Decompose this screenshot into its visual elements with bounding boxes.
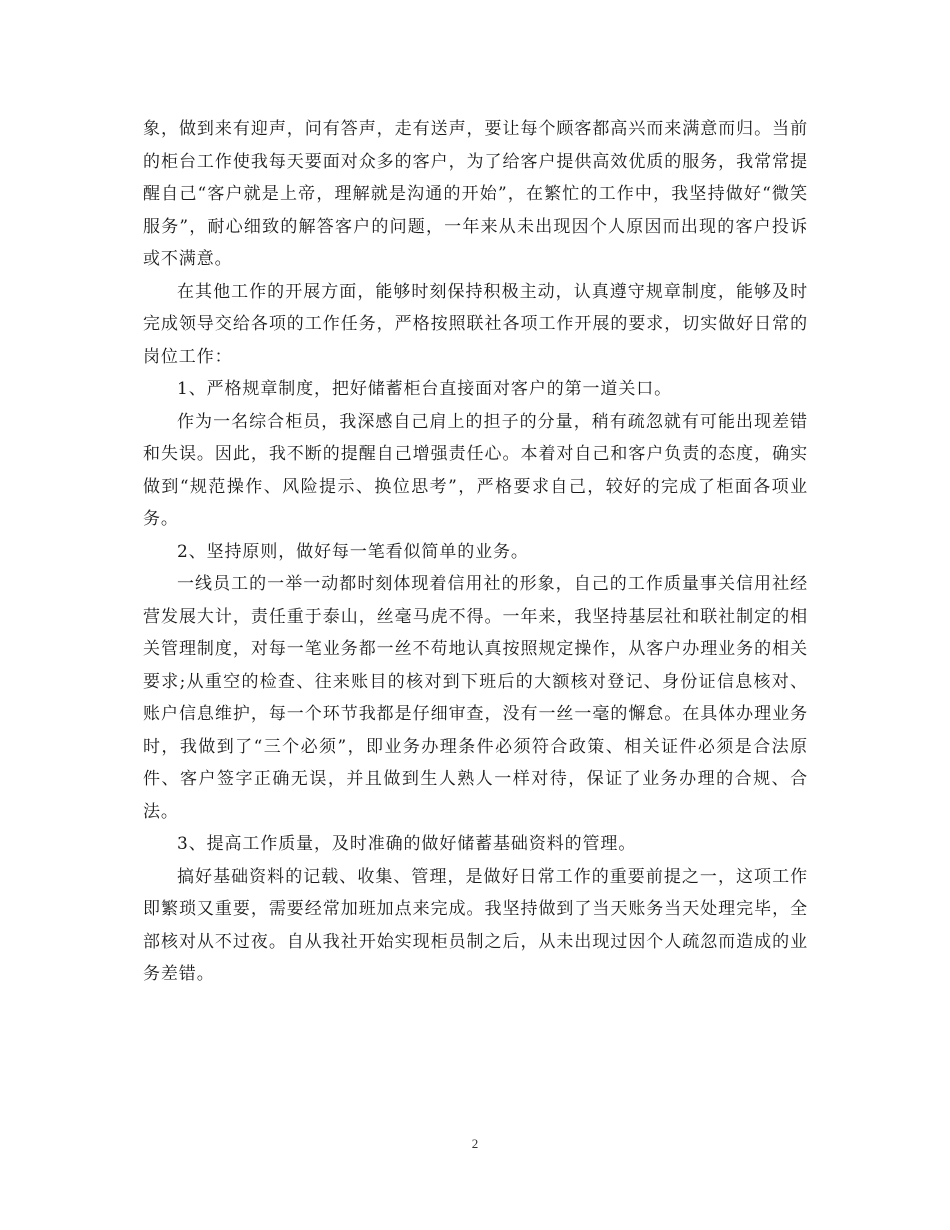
paragraph-5: 搞好基础资料的记载、收集、管理，是做好日常工作的重要前提之一，这项工作即繁琐又重要，需要经常加班加点来完成。我坚持做到了当天账务当天处理完毕，全部核对从不过夜。自从我社开始实现柜员制之后，从未出现过因个人疏忽而造成的业务差错。 <box>143 866 808 984</box>
paragraph-2: 在其他工作的开展方面，能够时刻保持积极主动，认真遵守规章制度，能够及时完成领导交给各项的工作任务，严格按照联社各项工作开展的要求，切实做好日常的岗位工作： <box>143 281 808 367</box>
paragraph-3: 作为一名综合柜员，我深感自己肩上的担子的分量，稍有疏忽就有可能出现差错和失误。因此，我不断的提醒自己增强责任心。本着对自己和客户负责的态度，确实做到“规范操作、风险提示、换位思考”，严格要求自己，较好的完成了柜面各项业务。 <box>143 411 808 529</box>
page-number: 2 <box>471 1136 479 1151</box>
section-heading-3: 3、提高工作质量，及时准确的做好储蓄基础资料的管理。 <box>177 834 637 854</box>
paragraph-1: 象，做到来有迎声，问有答声，走有送声，要让每个顾客都高兴而来满意而归。当前的柜台工作使我每天要面对众多的客户，为了给客户提供高效优质的服务，我常常提醒自己“客户就是上帝，理解就是沟通的开始”，在繁忙的工作中，我坚持做好“微笑服务”，耐心细致的解答客户的问题，一年来从未出现因个人原因而出现的客户投诉或不满意。 <box>143 119 808 269</box>
paragraph-4: 一线员工的一举一动都时刻体现着信用社的形象，自己的工作质量事关信用社经营发展大计，责任重于泰山，丝毫马虎不得。一年来，我坚持基层社和联社制定的相关管理制度，对每一笔业务都一丝不苟地认真按照规定操作，从客户办理业务的相关要求;从重空的检查、往来账目的核对到下班后的大额核对登记、身份证信息核对、账户信息维护，每一个环节我都是仔细审查，没有一丝一毫的懈怠。在具体办理业务时，我做到了“三个必须”，即业务办理条件必须符合政策、相关证件必须是合法原件、客户签字正确无误，并且做到生人熟人一样对待，保证了业务办理的合规、合法。 <box>143 574 808 822</box>
section-heading-2: 2、坚持原则，做好每一笔看似简单的业务。 <box>177 541 529 562</box>
document-body <box>143 113 808 991</box>
section-heading-1: 1、严格规章制度，把好储蓄柜台直接面对客户的第一道关口。 <box>177 379 673 399</box>
